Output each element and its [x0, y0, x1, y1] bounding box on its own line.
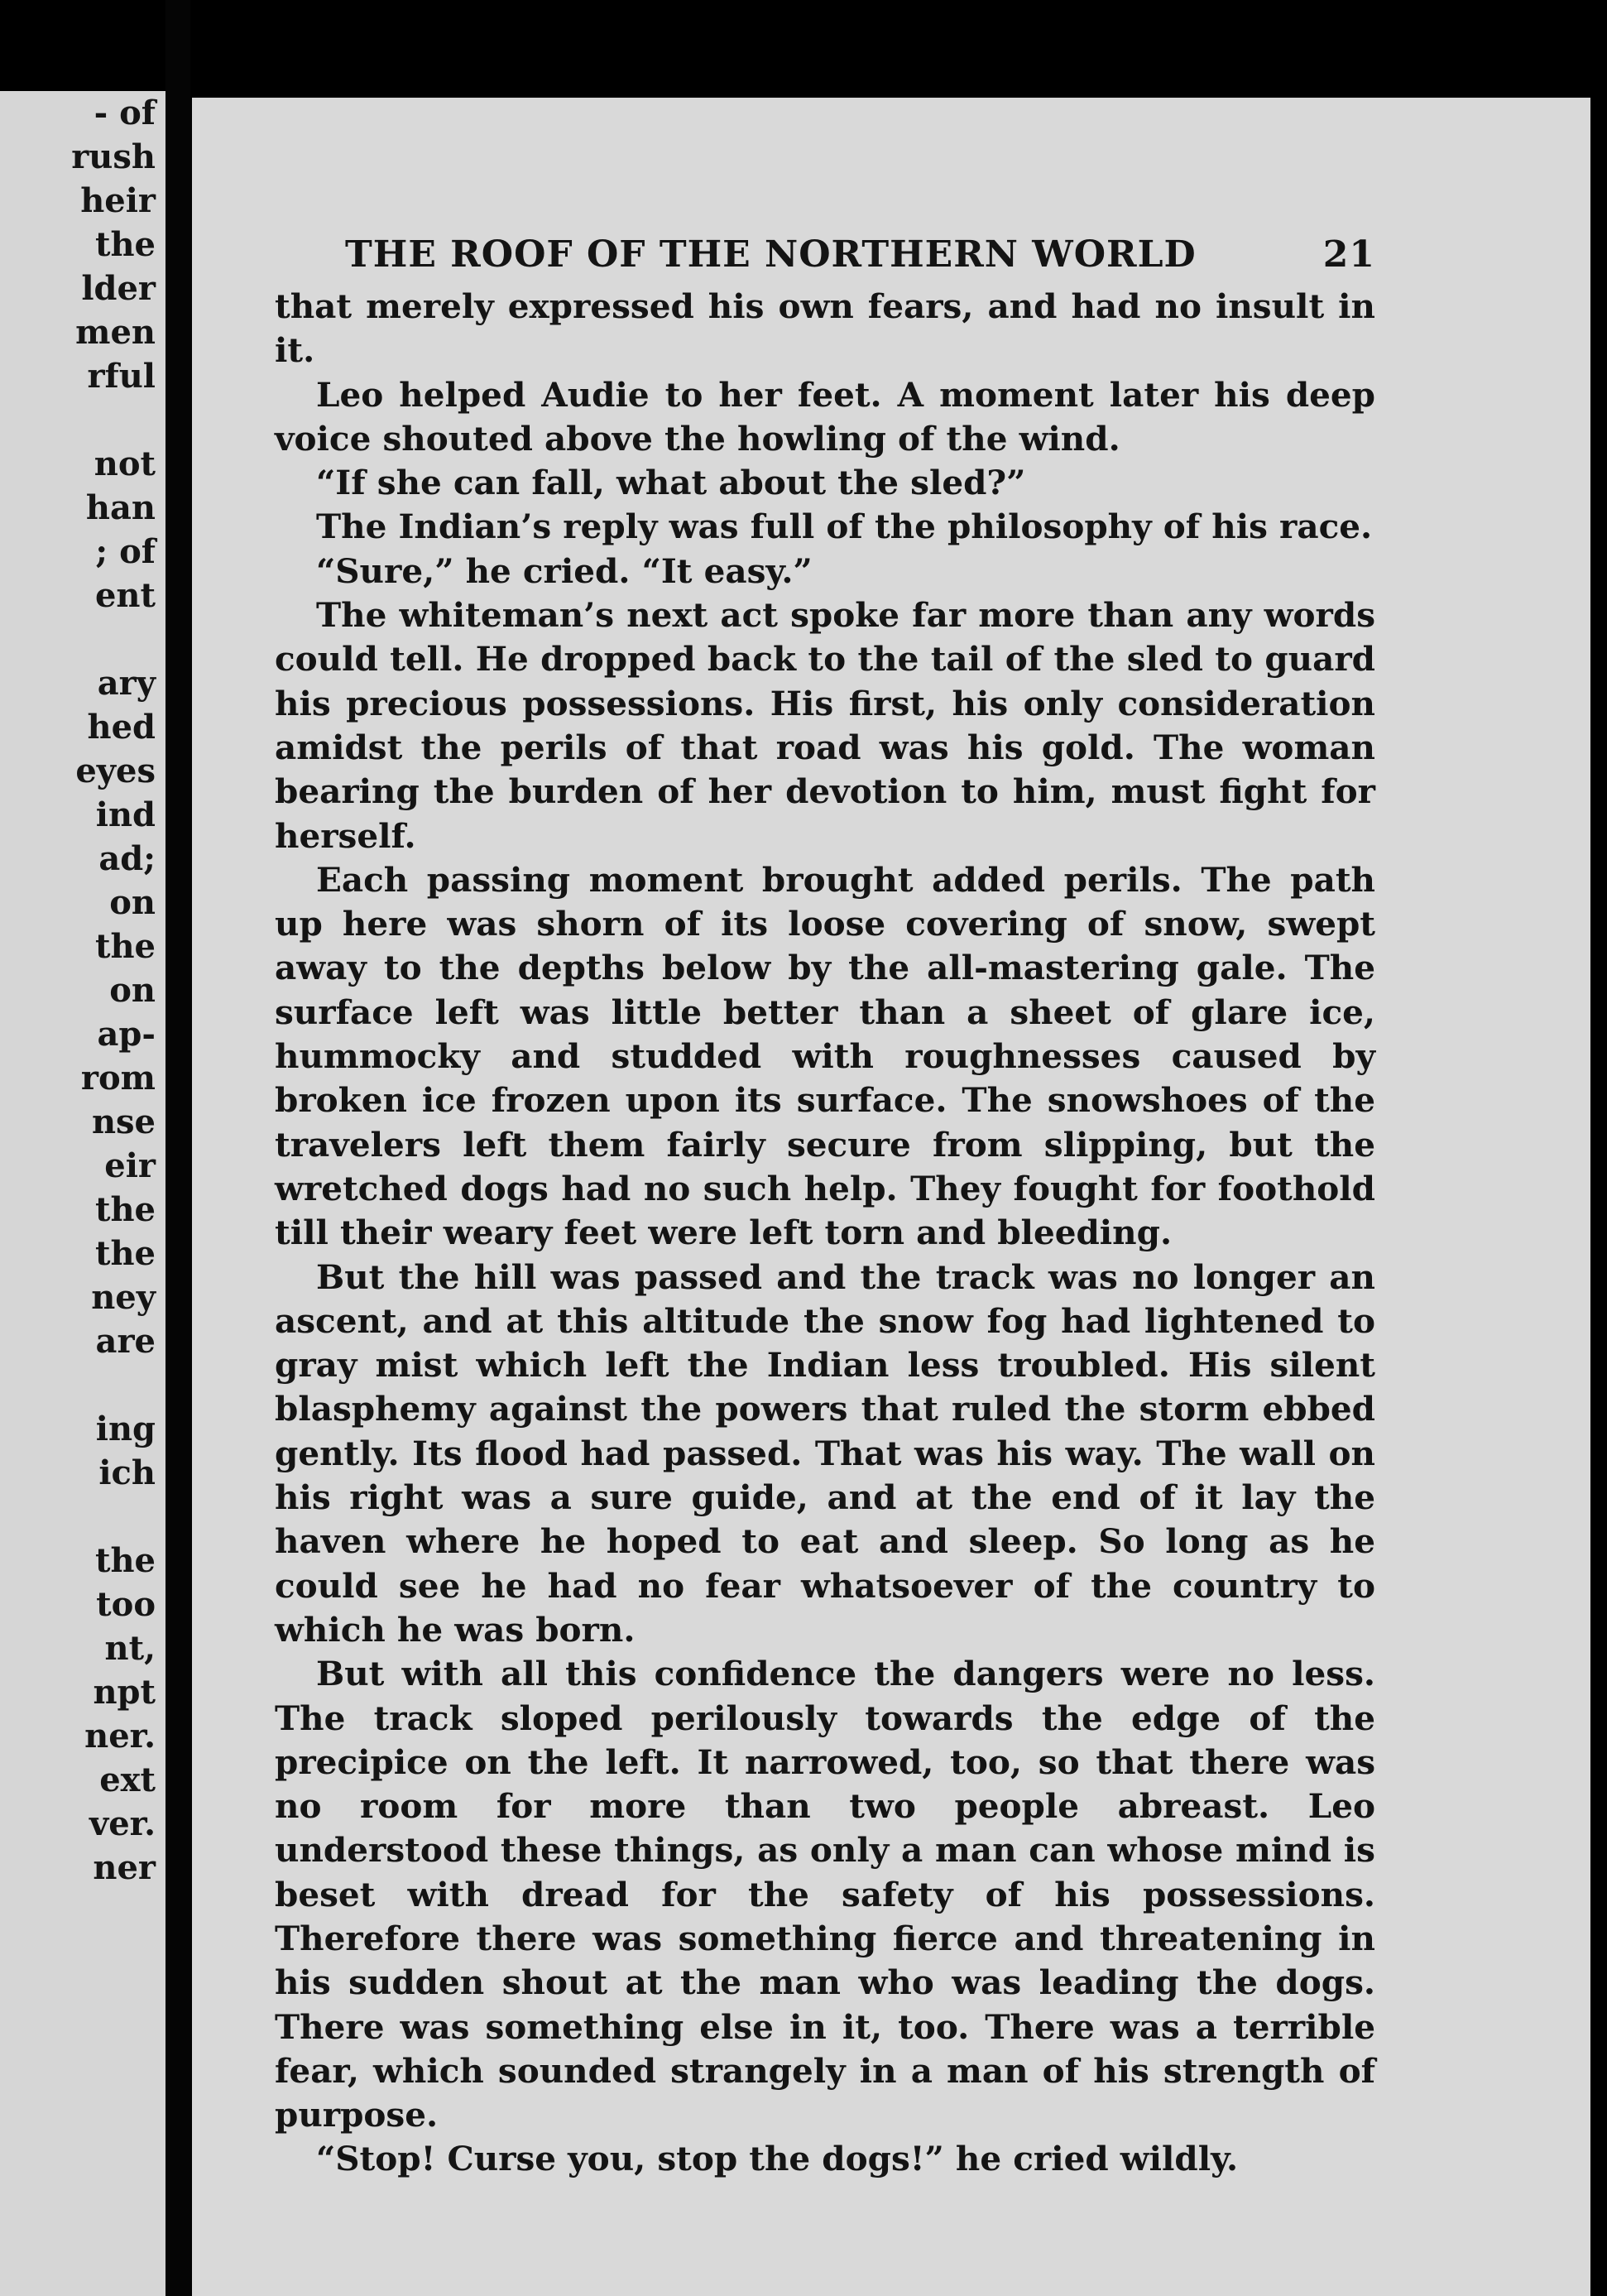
facing-page-edge: [0, 91, 165, 2296]
paragraph: “If she can fall, what about the sled?”: [316, 463, 1026, 503]
facing-line: the: [94, 927, 156, 966]
book-gutter: [165, 0, 190, 2296]
facing-page-text: [71, 91, 156, 1890]
paragraph: Leo helped Audie to her feet. A moment later his deep voice shouted above the howling of the wind.: [275, 374, 1375, 459]
facing-line: ary: [97, 664, 156, 703]
facing-line: - of: [94, 94, 156, 132]
facing-line: nse: [91, 1102, 156, 1141]
facing-line: ver.: [89, 1804, 156, 1843]
paragraph: But the hill was passed and the track was no longer an ascent, and at this altitude the snow fog had lightened to gray mist which left the Indian less troubled. His silent blasphemy against the powers that ruled the storm ebbed gently. Its flood had passed. That was his way. The wall on his right was a sure guide, and at the end of it lay the haven where he hoped to eat and sleep. So long as he could see he had no fear whatsoever of the country to which he was born.: [275, 1256, 1375, 1650]
paragraph: Each passing moment brought added perils. The path up here was shorn of its loose covering of snow, swept away to the depths below by the all-mastering gale. The surface left was little better than a sheet of glare ice, hummocky and studded with roughnesses caused by broken ice frozen upon its surface. The snowshoes of the travelers left them fairly secure from slipping, but the wretched dogs had no such help. They fought for foothold till their weary feet were left torn and bleeding.: [275, 859, 1375, 1253]
facing-line: nt,: [104, 1629, 156, 1668]
facing-line: on: [109, 883, 156, 922]
page-number: 21: [1322, 233, 1375, 276]
paragraph: But with all this confidence the dangers were no less. The track sloped perilously towards the edge of the precipice on the left. It narrowed, too, so that there was no room for more than two people abreast. Leo understood these things, as only a man can whose mind is beset with dread for the safety of his possessions. Therefore there was something fierce and threatening in his sudden shout at the man who was leading the dogs. There was something else in it, too. There was a terrible fear, which sounded strangely in a man of his strength of purpose.: [275, 1654, 1375, 2135]
facing-line: han: [85, 488, 156, 527]
facing-line: not: [94, 444, 156, 483]
facing-line: the: [94, 225, 156, 264]
paragraph: “Stop! Curse you, stop the dogs!” he cried wildly.: [316, 2139, 1239, 2179]
facing-line: ing: [95, 1410, 156, 1448]
facing-line: too: [96, 1585, 156, 1624]
facing-line: rful: [87, 357, 156, 396]
facing-line: heir: [80, 181, 156, 220]
facing-line: ind: [95, 795, 156, 834]
facing-line: ap-: [97, 1015, 156, 1054]
facing-line: eyes: [75, 752, 156, 790]
facing-line: hed: [87, 708, 156, 747]
facing-line: [71, 1363, 156, 1407]
body-text: [275, 285, 1375, 2182]
facing-line: [71, 617, 156, 661]
facing-line: ner.: [84, 1717, 156, 1756]
facing-line: on: [109, 971, 156, 1010]
facing-line: the: [94, 1234, 156, 1273]
facing-line: ner: [93, 1848, 156, 1887]
facing-line: lder: [81, 269, 156, 308]
facing-line: rush: [71, 137, 156, 176]
facing-line: [71, 398, 156, 442]
paragraph: “Sure,” he cried. “It easy.”: [316, 550, 813, 591]
paragraph: that merely expressed his own fears, and had no insult in it.: [275, 286, 1375, 371]
facing-line: are: [95, 1322, 156, 1361]
facing-line: rom: [80, 1059, 156, 1098]
running-head: [345, 230, 1375, 280]
paragraph: The whiteman’s next act spoke far more than any words could tell. He dropped back to the tail of the sled to guard his precious possessions. His first, his only consideration amidst the perils of that road was his gold. The woman bearing the burden of her devotion to him, must fight for herself.: [275, 595, 1375, 856]
facing-line: npt: [93, 1673, 156, 1712]
page-content: [275, 230, 1375, 2182]
running-head-title: THE ROOF OF THE NORTHERN WORLD: [345, 233, 1197, 276]
facing-line: the: [94, 1541, 156, 1580]
facing-line: eir: [104, 1146, 156, 1185]
facing-line: ; of: [95, 532, 156, 571]
facing-line: the: [94, 1190, 156, 1229]
facing-line: ext: [99, 1760, 156, 1799]
paragraph: The Indian’s reply was full of the philosophy of his race.: [316, 507, 1373, 547]
facing-line: ad;: [98, 839, 156, 878]
facing-line: ney: [91, 1278, 156, 1317]
facing-line: [71, 1495, 156, 1539]
facing-line: men: [75, 313, 156, 352]
facing-line: ent: [94, 576, 156, 615]
facing-line: ich: [98, 1453, 156, 1492]
book-page: [192, 98, 1590, 2296]
